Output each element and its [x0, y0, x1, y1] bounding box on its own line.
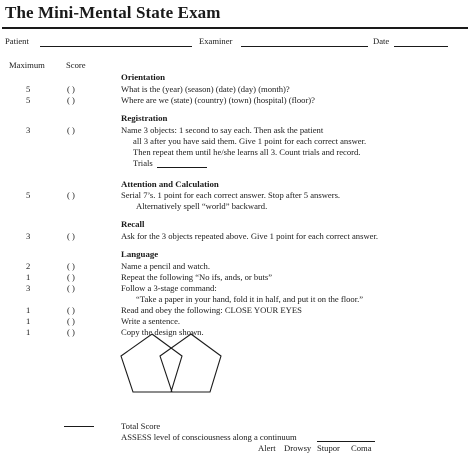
- level-coma: Coma: [351, 443, 372, 453]
- score-column-header: Score: [66, 60, 86, 70]
- score-field[interactable]: ( ): [67, 283, 75, 293]
- language-item-name: [0, 261, 474, 272]
- max-points: 5: [26, 84, 31, 94]
- score-field[interactable]: ( ): [67, 272, 75, 282]
- item-text: Where are we (state) (country) (town) (hospital) (floor)?: [121, 95, 315, 105]
- item-text: Copy the design shown.: [121, 327, 204, 337]
- total-score-label: Total Score: [121, 421, 161, 431]
- score-field[interactable]: ( ): [67, 84, 75, 94]
- score-field[interactable]: ( ): [67, 316, 75, 326]
- item-text: Serial 7’s. 1 point for each correct answer. Stop after 5 answers.: [121, 190, 341, 200]
- orientation-item-place: [0, 95, 474, 106]
- score-field[interactable]: ( ): [67, 327, 75, 337]
- patient-field[interactable]: [40, 46, 192, 47]
- maximum-column-header: Maximum: [9, 60, 45, 70]
- score-field[interactable]: ( ): [67, 190, 75, 200]
- attention-heading: Attention and Calculation: [121, 179, 219, 189]
- score-field[interactable]: ( ): [67, 125, 75, 135]
- registration-item: [0, 125, 474, 136]
- language-heading: Language: [121, 249, 159, 259]
- max-points: 1: [26, 316, 31, 326]
- page-title: The Mini-Mental State Exam: [5, 3, 221, 22]
- examiner-label: Examiner: [199, 36, 233, 46]
- consciousness-field[interactable]: [317, 441, 375, 442]
- language-item-write: [0, 316, 474, 327]
- score-field[interactable]: ( ): [67, 305, 75, 315]
- recall-heading: Recall: [121, 219, 145, 229]
- command-quote: “Take a paper in your hand, fold it in half, and put it on the floor.”: [136, 294, 364, 304]
- language-item-command: [0, 283, 474, 294]
- item-text: Ask for the 3 objects repeated above. Give 1 point for each correct answer.: [121, 231, 378, 241]
- item-text: Name a pencil and watch.: [121, 261, 211, 271]
- item-text: Name 3 objects: 1 second to say each. Then ask the patient: [121, 125, 324, 135]
- recall-item: [0, 231, 474, 242]
- registration-heading: Registration: [121, 113, 168, 123]
- attention-line-2: Alternatively spell “world” backward.: [136, 201, 268, 211]
- trials-label: Trials: [133, 158, 153, 168]
- registration-line-2: all 3 after you have said them. Give 1 point for each correct answer.: [133, 136, 367, 146]
- intersecting-pentagons-figure: [113, 332, 273, 412]
- left-pentagon: [121, 334, 182, 392]
- date-field[interactable]: [394, 46, 448, 47]
- level-alert: Alert: [258, 443, 276, 453]
- item-text: Read and obey the following: CLOSE YOUR EYES: [121, 305, 302, 315]
- right-pentagon: [160, 334, 221, 392]
- score-field[interactable]: ( ): [67, 261, 75, 271]
- orientation-heading: Orientation: [121, 72, 165, 82]
- level-drowsy: Drowsy: [284, 443, 312, 453]
- patient-label: Patient: [5, 36, 29, 46]
- assess-label: ASSESS level of consciousness along a continuum: [121, 432, 297, 442]
- item-text: Repeat the following “No ifs, ands, or buts”: [121, 272, 273, 282]
- date-label: Date: [373, 36, 390, 46]
- item-text: Follow a 3-stage command:: [121, 283, 217, 293]
- trials-field[interactable]: [157, 167, 207, 168]
- max-points: 3: [26, 231, 31, 241]
- examiner-field[interactable]: [241, 46, 368, 47]
- max-points: 3: [26, 125, 31, 135]
- item-text: Write a sentence.: [121, 316, 181, 326]
- language-item-read: [0, 305, 474, 316]
- max-points: 3: [26, 283, 31, 293]
- score-field[interactable]: ( ): [67, 95, 75, 105]
- attention-item: [0, 190, 474, 201]
- registration-line-3: Then repeat them until he/she learns all 3. Count trials and record.: [133, 147, 361, 157]
- level-stupor: Stupor: [317, 443, 340, 453]
- max-points: 5: [26, 190, 31, 200]
- max-points: 1: [26, 305, 31, 315]
- max-points: 5: [26, 95, 31, 105]
- max-points: 2: [26, 261, 31, 271]
- score-field[interactable]: ( ): [67, 231, 75, 241]
- total-score-field[interactable]: [64, 426, 94, 427]
- title-divider: [2, 27, 468, 29]
- item-text: What is the (year) (season) (date) (day) (month)?: [121, 84, 290, 94]
- max-points: 1: [26, 272, 31, 282]
- language-item-repeat: [0, 272, 474, 283]
- max-points: 1: [26, 327, 31, 337]
- orientation-item-time: [0, 84, 474, 95]
